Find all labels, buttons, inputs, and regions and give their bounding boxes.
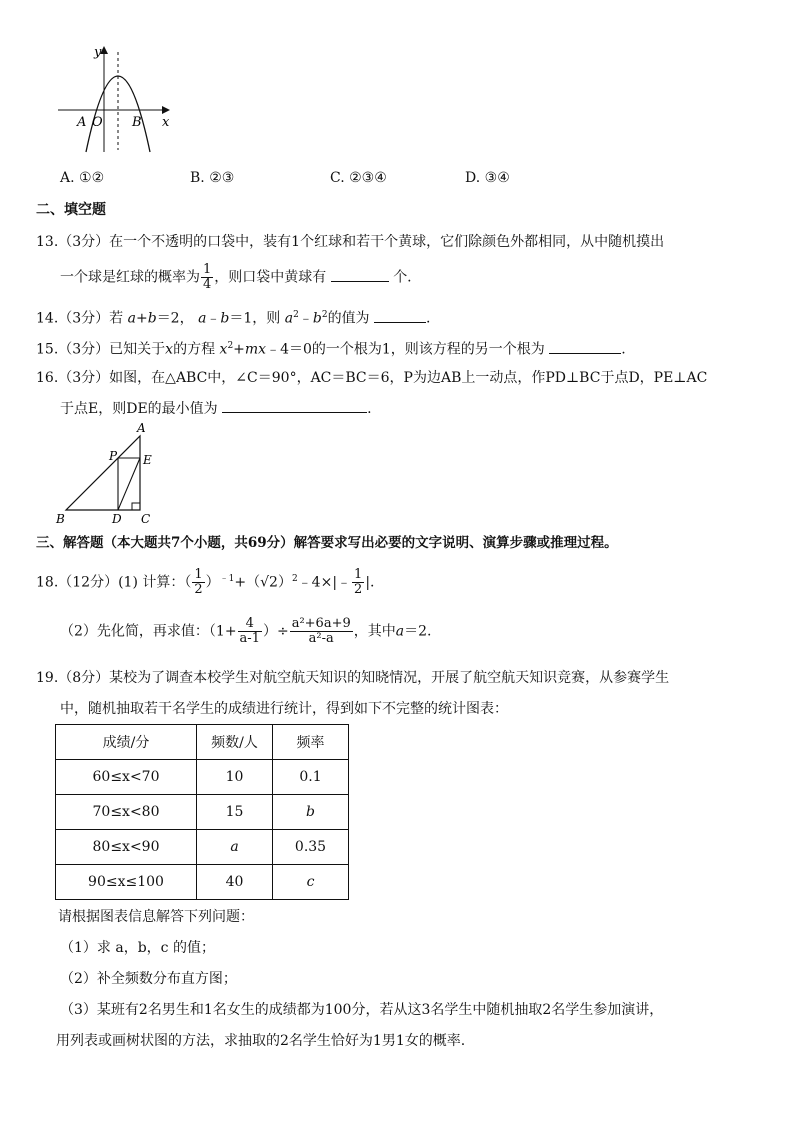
label-c: C (141, 512, 151, 526)
label-o: O (92, 115, 103, 130)
table-cell: 0.35 (273, 830, 349, 865)
q19-sub1: （1）求 a，b，c 的值； (60, 940, 215, 956)
label-a: A (77, 115, 87, 130)
table-header-row (56, 725, 349, 760)
table-header-cell: 成绩/分 (56, 725, 197, 760)
table-row (56, 865, 349, 900)
q18-part2: （2）先化简，再求值：（1+ $\frac{4}{a-1}$ ）÷ $\frac{\text{a²+6a+9}}{\text{a²-a}}$ ，其中a＝2. (60, 616, 432, 646)
label-b: B (132, 115, 142, 130)
table-header-cell: 频率 (273, 725, 349, 760)
q16-line1: 16.（3分）如图，在△ABC中，∠C＝90°，AC＝BC＝6，P为边AB上一动点，作PD⊥BC于点D，PE⊥AC (36, 370, 708, 386)
table-cell: 70≤x<80 (56, 795, 197, 830)
table-cell: 10 (197, 760, 273, 795)
q13-fraction: $\frac{1}{4}$ (203, 262, 212, 292)
q15-blank (549, 339, 621, 354)
q15-line: 15.（3分）已知关于x的方程 $x^2+mx﹣4=0$的一个根为1，则该方程的另一个根为 . (36, 336, 626, 360)
x-label: x (162, 115, 170, 130)
frequency-table (55, 724, 349, 900)
table-cell: 15 (197, 795, 273, 830)
table-row (56, 830, 349, 865)
q16-line2: 于点E，则DE的最小值为 . (60, 398, 372, 419)
q14-line: 14.（3分）若 a+b＝2， a﹣b＝1，则 $a^2﹣b^2$的值为 . (36, 305, 430, 329)
right-angle-mark (132, 503, 140, 510)
option-a: A. ①② (60, 170, 105, 186)
triangle-figure (50, 420, 170, 528)
q16-blank (222, 398, 367, 413)
table-row (56, 795, 349, 830)
segment-de (118, 458, 140, 510)
q19-line1: 19.（8分）某校为了调查本校学生对航空航天知识的知晓情况，开展了航空航天知识竞赛，从参赛学生 (36, 670, 670, 686)
q13-line1: 13.（3分）在一个不透明的口袋中，装有1个红球和若干个黄球，它们除颜色外都相同，从中随机摸出 (36, 234, 665, 250)
q19-line2: 中，随机抽取若干名学生的成绩进行统计，得到如下不完整的统计图表： (60, 701, 508, 717)
q13-line2: 一个球是红球的概率为 $\frac{1}{4}$ ，则口袋中黄球有 个. (60, 262, 412, 292)
x-axis-arrow (162, 106, 170, 114)
q14-blank (374, 308, 426, 323)
table-header-cell: 频数/人 (197, 725, 273, 760)
parabola-figure (50, 40, 180, 160)
label-p: P (109, 449, 118, 463)
label-d: D (112, 512, 122, 526)
q19-sub2: （2）补全频数分布直方图； (60, 971, 237, 987)
q13-blank (331, 267, 389, 282)
section2-title: 二、填空题 (36, 202, 106, 218)
q19-sub3-line2: 用列表或画树状图的方法，求抽取的2名学生恰好为1男1女的概率. (56, 1033, 466, 1049)
option-d: D. ③④ (465, 170, 510, 186)
q19-sub3-line1: （3）某班有2名男生和1名女生的成绩都为100分，若从这3名学生中随机抽取2名学生参加演讲， (60, 1002, 664, 1018)
option-c: C. ②③④ (330, 170, 387, 186)
table-cell: 90≤x≤100 (56, 865, 197, 900)
table-cell: a (197, 830, 273, 865)
q19-prompt: 请根据图表信息解答下列问题： (58, 909, 254, 925)
table-cell: 0.1 (273, 760, 349, 795)
q18-part1: 18.（12分）(1) 计算：（ $\frac{1}{2}$ ）$^{﹣1}+(√2)^2﹣4\times|﹣$ $\frac{1}{2}$ |. (36, 567, 375, 597)
label-e: E (143, 453, 152, 467)
section3-title: 三、解答题（本大题共7个小题，共69分）解答要求写出必要的文字说明、演算步骤或推理过程。 (36, 535, 618, 551)
table-cell: c (273, 865, 349, 900)
table-cell: 80≤x<90 (56, 830, 197, 865)
table-cell: 40 (197, 865, 273, 900)
label-b: B (56, 512, 65, 526)
option-b: B. ②③ (190, 170, 235, 186)
table-row (56, 760, 349, 795)
label-a: A (137, 421, 146, 435)
y-label: y (94, 45, 102, 60)
table-cell: b (273, 795, 349, 830)
table-cell: 60≤x<70 (56, 760, 197, 795)
triangle-abc (66, 436, 140, 510)
